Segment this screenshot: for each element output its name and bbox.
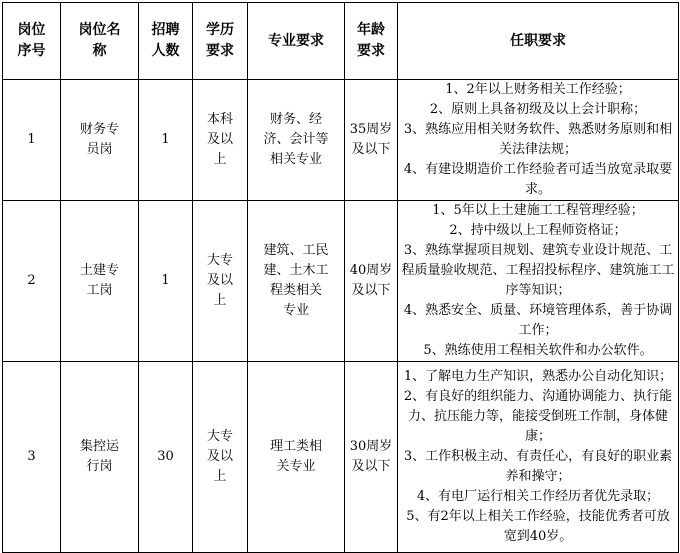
- cell-count: 30: [139, 362, 193, 553]
- requirement-item: 3、工作积极主动、有责任心，有良好的职业素养和操守；: [403, 449, 673, 484]
- requirement-item: 5、有2年以上相关工作经验，技能优秀者可放宽到40岁。: [406, 509, 670, 544]
- cell-no: 3: [3, 362, 61, 553]
- cell-major: 财务、经 济、会计等 相关专业: [248, 80, 345, 201]
- cell-requirements: [398, 201, 679, 362]
- cell-major: 建筑、工民 建、土木工 程类相关 专业: [248, 201, 345, 362]
- cell-no: 2: [3, 201, 61, 362]
- cell-age: 40周岁 及以下: [345, 201, 398, 362]
- requirement-item: 2、原则上具备初级及以上会计职称；: [429, 102, 647, 117]
- cell-education: 大专 及以 上: [193, 362, 248, 553]
- requirement-item: 5、熟练使用工程相关软件和办公软件。: [423, 343, 653, 358]
- cell-requirements: [398, 362, 679, 553]
- requirement-item: 1、5年以上土建施工工程管理经验；: [432, 203, 644, 218]
- cell-education: 大专 及以 上: [193, 201, 248, 362]
- requirement-item: 4、有电厂运行相关工作经历者优先录取；: [416, 489, 660, 504]
- cell-count: 1: [139, 80, 193, 201]
- header-position-name: 岗位名 称: [61, 3, 139, 80]
- cell-age: 35周岁 及以下: [345, 80, 398, 201]
- table-row: [3, 201, 679, 362]
- cell-education: 本科 及以 上: [193, 80, 248, 201]
- cell-name: 集控运 行岗: [61, 362, 139, 553]
- requirement-item: 4、有建设期造价工作经验者可适当放宽录取要求。: [403, 162, 673, 197]
- cell-major: 理工类相 关专业: [248, 362, 345, 553]
- cell-no: 1: [3, 80, 61, 201]
- header-requirements: 任职要求: [398, 3, 679, 80]
- header-age: 年龄 要求: [345, 3, 398, 80]
- header-education: 学历 要求: [193, 3, 248, 80]
- cell-count: 1: [139, 201, 193, 362]
- cell-name: 土建专 工岗: [61, 201, 139, 362]
- requirement-item: 2、持中级以上工程师资格证；: [449, 223, 627, 238]
- requirement-item: 1、2年以上财务相关工作经验；: [445, 82, 631, 97]
- header-major: 专业要求: [248, 3, 345, 80]
- cell-requirements: [398, 80, 679, 201]
- requirement-item: 3、熟练掌握项目规划、建筑专业设计规范、工程质量验收规范、工程招投标程序、建筑施工工序等知识；: [401, 243, 675, 298]
- requirement-item: 1、了解电力生产知识，熟悉办公自动化知识；: [403, 369, 673, 384]
- header-row: [3, 3, 679, 80]
- table-row: [3, 80, 679, 201]
- recruitment-table: [2, 2, 679, 553]
- cell-name: 财务专 员岗: [61, 80, 139, 201]
- requirement-item: 3、熟练应用相关财务软件、熟悉财务原则和相关法律法规；: [403, 122, 673, 157]
- table-row: [3, 362, 679, 553]
- cell-age: 30周岁 及以下: [345, 362, 398, 553]
- requirement-item: 4、熟悉安全、质量、环境管理体系，善于协调工作；: [403, 303, 673, 338]
- requirement-item: 2、有良好的组织能力、沟通协调能力、执行能力、抗压能力等，能接受倒班工作制，身体健康；: [403, 389, 673, 444]
- header-position-no: 岗位 序号: [3, 3, 61, 80]
- header-headcount: 招聘 人数: [139, 3, 193, 80]
